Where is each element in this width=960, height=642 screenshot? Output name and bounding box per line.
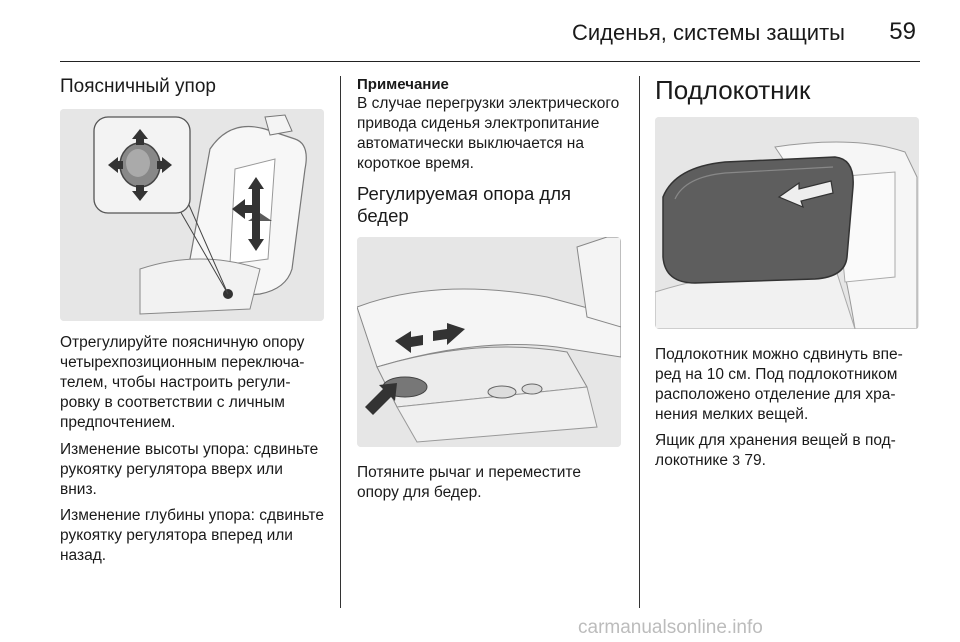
armrest-paragraph-2	[655, 431, 920, 471]
armrest-paragraph-1: Подлокотник можно сдвинуть вперед на 10 см. Под подлокотником расположено отделение для хранения мелких вещей.	[655, 345, 903, 424]
armrest-illustration-icon	[655, 117, 919, 329]
lumbar-heading: Поясничный упор	[60, 76, 216, 97]
thigh-support-illustration-icon	[357, 237, 621, 447]
page-reference-link[interactable]: 79.	[740, 452, 766, 470]
column-armrest	[655, 76, 920, 477]
armrest-storage-text: Ящик для хранения вещей в подлокотнике	[655, 432, 896, 470]
lumbar-paragraph-1: Отрегулируйте поясничную опору четырехпозиционным переключателем, чтобы настроить регулировку в соответствии с личным предпочтением.	[60, 333, 305, 432]
lumbar-support-illustration-icon	[60, 109, 324, 321]
page-header	[60, 0, 920, 62]
page-reference-icon[interactable]: 3	[732, 452, 741, 469]
watermark: carmanualsonline.info	[578, 617, 763, 638]
column-lumbar	[60, 76, 324, 572]
page-number: 59	[889, 18, 916, 45]
column-divider-2	[639, 76, 640, 608]
note-body: В случае перегрузки электрического привода сиденья электропитание автоматически выключается на короткое время.	[357, 95, 620, 173]
column-divider-1	[340, 76, 341, 608]
note-title: Примечание	[357, 76, 449, 93]
armrest-heading: Подлокотник	[655, 75, 811, 105]
lumbar-paragraph-3: Изменение глубины упора: сдвиньте рукоятку регулятора вперед или назад.	[60, 506, 324, 565]
chapter-title: Сиденья, системы защиты	[571, 20, 845, 45]
thigh-paragraph: Потяните рычаг и переместите опору для бедер.	[357, 463, 581, 502]
thigh-heading: Регулируемая опора для бедер	[357, 182, 572, 226]
lumbar-paragraph-2: Изменение высоты упора: сдвиньте рукоятку регулятора вверх или вниз.	[60, 440, 319, 498]
column-thigh	[357, 76, 625, 509]
